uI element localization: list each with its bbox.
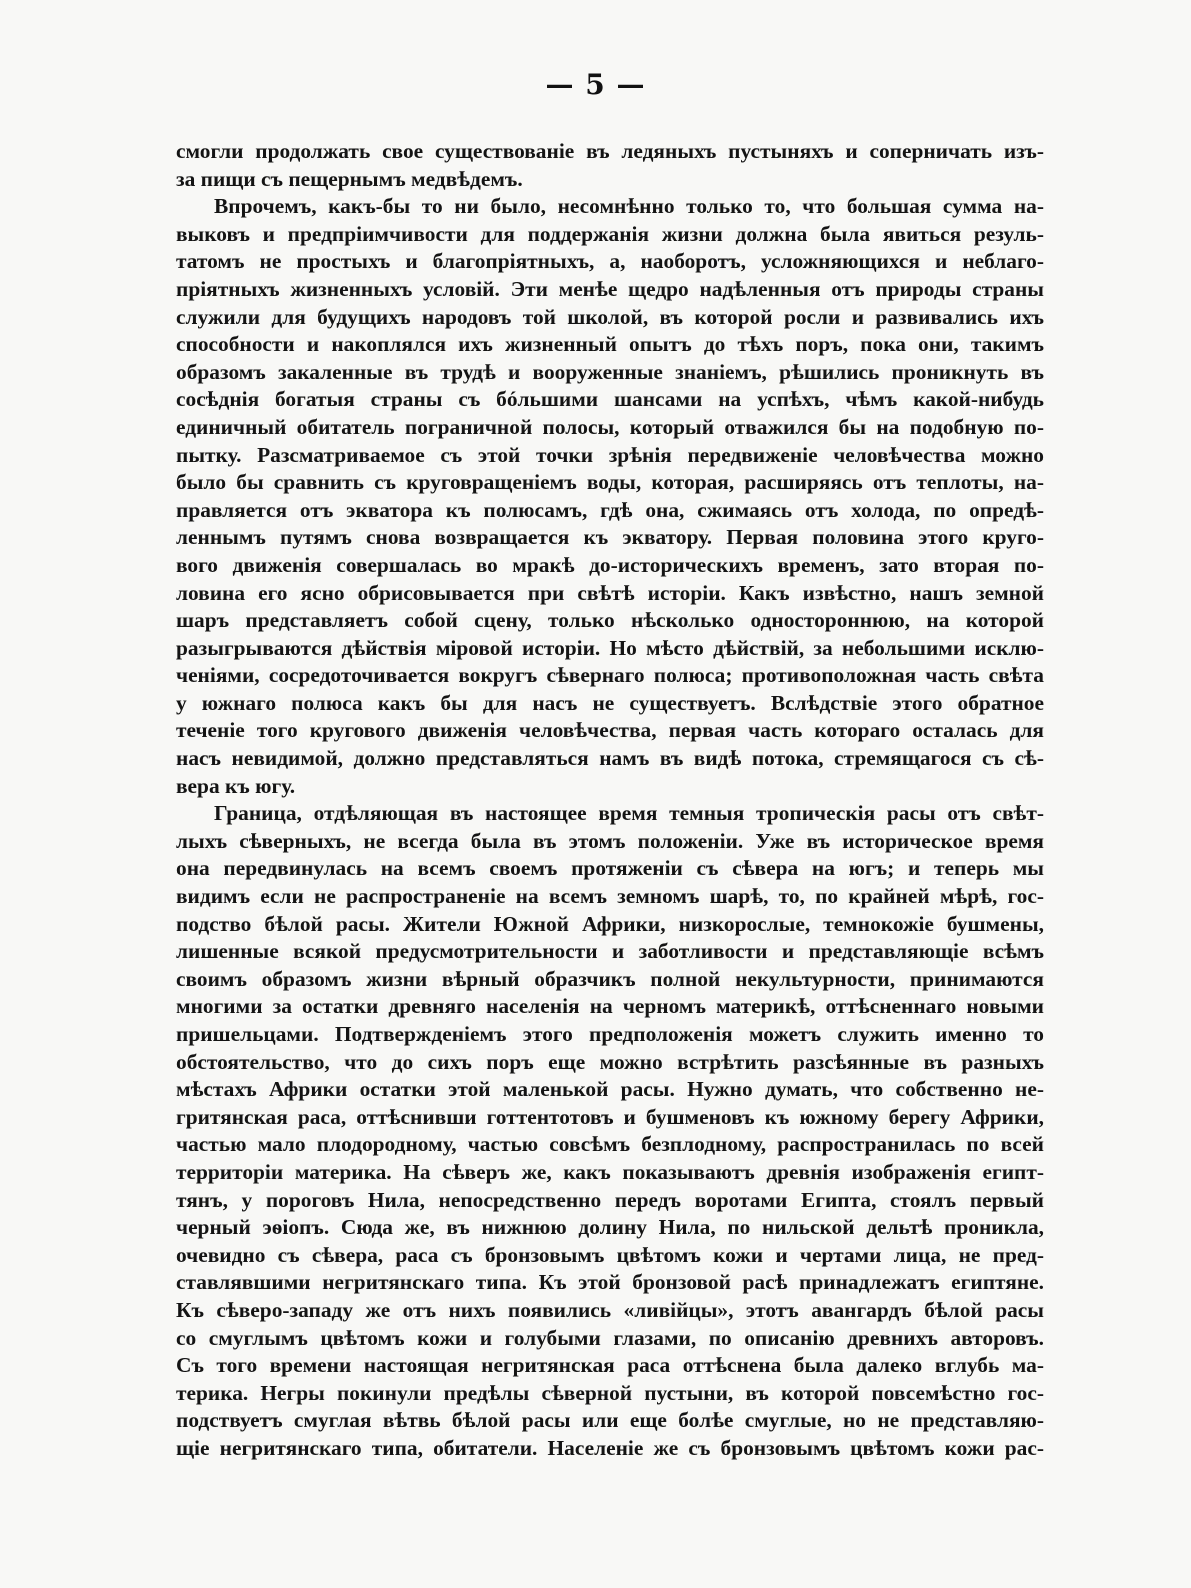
text-line: выковъ и предпріимчивости для поддержанія жизни должна была явиться резуль- bbox=[176, 221, 1044, 246]
text-line: многими за остатки древняго населенія на черномъ материкѣ, оттѣсненнаго новыми bbox=[176, 994, 1044, 1019]
text-line: Къ сѣверо-западу же отъ нихъ появились «ливійцы», этотъ авангардъ бѣлой расы bbox=[176, 1297, 1044, 1322]
text-line: тянъ, у пороговъ Нила, непосредственно передъ воротами Египта, стоялъ первый bbox=[176, 1187, 1044, 1212]
text-line: гритянская раса, оттѣснивши готтентотовъ и бушменовъ къ южному берегу Африки, bbox=[176, 1104, 1044, 1129]
text-line: подство бѣлой расы. Жители Южной Африки, низкорослые, темнокожіе бушмены, bbox=[176, 911, 1044, 936]
text-line: единичный обитатель пограничной полосы, который отважился бы на подобную по- bbox=[176, 414, 1044, 439]
text-line: леннымъ путямъ снова возвращается къ экватору. Первая половина этого круго- bbox=[176, 525, 1044, 550]
text-line: терика. Негры покинули предѣлы сѣверной пустыни, въ которой повсемѣстно гос- bbox=[176, 1380, 1044, 1405]
text-line: Впрочемъ, какъ-бы то ни было, несомнѣнно только то, что большая сумма на- bbox=[214, 194, 1044, 219]
text-line: насъ невидимой, должно представляться намъ въ видѣ потока, стремящагося съ сѣ- bbox=[176, 746, 1044, 771]
text-line: со смуглымъ цвѣтомъ кожи и голубыми глазами, по описанію древнихъ авторовъ. bbox=[176, 1325, 1044, 1350]
text-line: вера къ югу. bbox=[176, 773, 296, 798]
text-line: смогли продолжать свое существованіе въ ледяныхъ пустыняхъ и соперничать изъ- bbox=[176, 139, 1044, 163]
text-line: у южнаго полюса какъ бы для насъ не существуетъ. Вслѣдствіе этого обратное bbox=[176, 690, 1044, 715]
text-line: мѣстахъ Африки остатки этой маленькой расы. Нужно думать, что собственно не- bbox=[176, 1077, 1044, 1102]
paragraph bbox=[176, 193, 1044, 800]
text-line: очевидно съ сѣвера, раса съ бронзовымъ цвѣтомъ кожи и чертами лица, не пред- bbox=[176, 1242, 1044, 1267]
text-line: видимъ если не распространеніе на всемъ земномъ шарѣ, то, по крайней мѣрѣ, гос- bbox=[176, 884, 1044, 909]
text-line: пытку. Разсматриваемое съ этой точки зрѣнія передвиженіе человѣчества можно bbox=[176, 442, 1044, 467]
text-line: подствуетъ смуглая вѣтвь бѣлой расы или еще болѣе смуглые, но не представляю- bbox=[176, 1408, 1044, 1433]
page-number: — 5 — bbox=[545, 68, 646, 101]
text-line: разыгрываются дѣйствія міровой исторіи. Но мѣсто дѣйствій, за небольшими исклю- bbox=[176, 635, 1044, 660]
text-line: шаръ представляетъ собой сцену, только нѣсколько одностороннюю, на которой bbox=[176, 608, 1044, 633]
text-line: сосѣднія богатыя страны съ бóльшими шансами на успѣхъ, чѣмъ какой-нибудь bbox=[176, 387, 1044, 412]
paragraph bbox=[176, 138, 1044, 193]
text-line: вого движенія совершалась во мракѣ до-историческихъ временъ, зато вторая по- bbox=[176, 552, 1044, 577]
text-line: лыхъ сѣверныхъ, не всегда была въ этомъ положеніи. Уже въ историческое время bbox=[176, 828, 1044, 853]
text-line: образомъ закаленные въ трудѣ и вооруженные знаніемъ, рѣшились проникнуть въ bbox=[176, 359, 1044, 384]
paragraph bbox=[176, 800, 1044, 1462]
text-line: ловина его ясно обрисовывается при свѣтѣ исторіи. Какъ извѣстно, нашъ земной bbox=[176, 580, 1044, 605]
text-line: служили для будущихъ народовъ той школой, въ которой росли и развивались ихъ bbox=[176, 304, 1044, 329]
text-line: за пищи съ пещернымъ медвѣдемъ. bbox=[176, 166, 523, 191]
text-line: татомъ не простыхъ и благопріятныхъ, а, наоборотъ, усложняющихся и неблаго- bbox=[176, 249, 1044, 274]
text-line: способности и накоплялся ихъ жизненный опытъ до тѣхъ поръ, пока они, такимъ bbox=[176, 332, 1044, 357]
text-line: было бы сравнить съ круговращеніемъ воды, которая, расширяясь отъ теплоты, на- bbox=[176, 470, 1044, 495]
text-line: она передвинулась на всемъ своемъ протяженіи съ сѣвера на югъ; и теперь мы bbox=[176, 856, 1044, 881]
body-text bbox=[176, 138, 1044, 1463]
text-line: ставлявшими негритянскаго типа. Къ этой бронзовой расѣ принадлежатъ египтяне. bbox=[176, 1270, 1044, 1295]
text-line: частью мало плодородному, частью совсѣмъ безплодному, распространилась по всей bbox=[176, 1132, 1044, 1157]
text-line: ченіями, сосредоточивается вокругъ сѣвернаго полюса; противоположная часть свѣта bbox=[176, 663, 1044, 688]
text-line: черный эѳіопъ. Сюда же, въ нижнюю долину Нила, по нильской дельтѣ проникла, bbox=[176, 1215, 1044, 1240]
text-line: Граница, отдѣляющая въ настоящее время темныя тропическія расы отъ свѣт- bbox=[214, 801, 1044, 826]
text-line: пришельцами. Подтвержденіемъ этого предположенія можетъ служить именно то bbox=[176, 1022, 1044, 1046]
text-line: теченіе того кругового движенія человѣчества, первая часть котораго осталась для bbox=[176, 718, 1044, 743]
text-line: обстоятельство, что до сихъ поръ еще можно встрѣтить разсѣянные въ разныхъ bbox=[176, 1049, 1044, 1074]
text-line: территоріи материка. На сѣверъ же, какъ показываютъ древнія изображенія египт- bbox=[176, 1159, 1044, 1184]
text-line: Съ того времени настоящая негритянская раса оттѣснена была далеко вглубь ма- bbox=[176, 1353, 1044, 1378]
text-line: пріятныхъ жизненныхъ условій. Эти менѣе щедро надѣленныя отъ природы страны bbox=[176, 276, 1044, 301]
text-line: своимъ образомъ жизни вѣрный образчикъ полной некультурности, принимаются bbox=[176, 966, 1044, 991]
text-line: правляется отъ экватора къ полюсамъ, гдѣ она, сжимаясь отъ холода, по опредѣ- bbox=[176, 497, 1044, 522]
text-line: лишенные всякой предусмотрительности и заботливости и представляющіе всѣмъ bbox=[176, 939, 1044, 964]
text-line: щіе негритянскаго типа, обитатели. Населеніе же съ бронзовымъ цвѣтомъ кожи рас- bbox=[176, 1435, 1044, 1460]
